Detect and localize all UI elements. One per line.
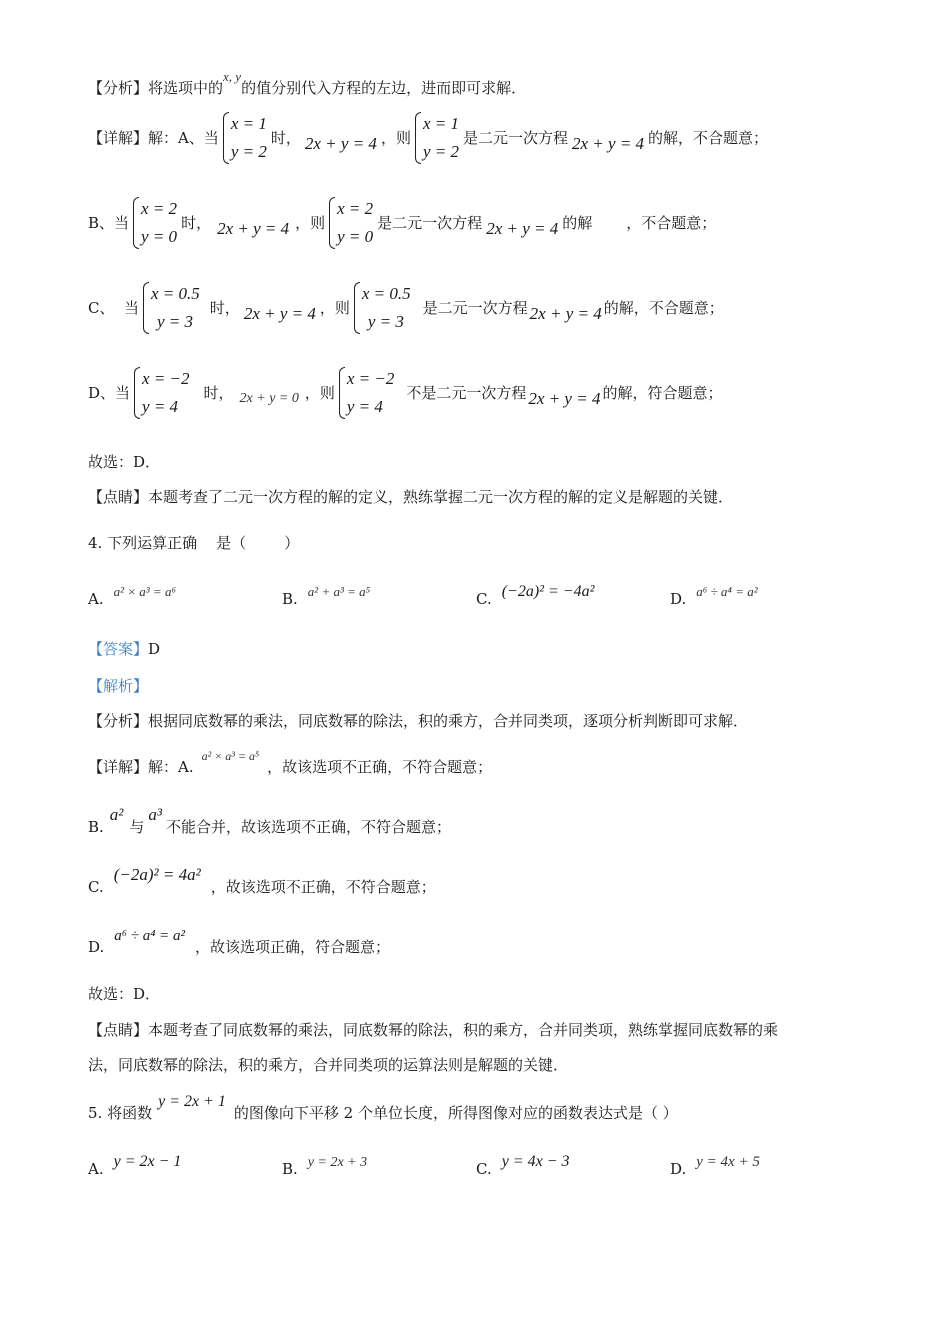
q3-detail-row-b	[88, 193, 716, 253]
q5-option-c-label: C.	[476, 1160, 492, 1178]
q3-d-equation: 2x + y = 0	[239, 391, 299, 406]
q4-choice: 故选：D．	[88, 985, 161, 1003]
q4-option-d[interactable]	[670, 582, 758, 608]
q5-question-expr: y = 2x + 1	[158, 1093, 226, 1110]
q4-detail-c-text: ，故该选项不正确，不符合题意；	[210, 878, 436, 896]
q3-b-equation-2: 2x + y = 4	[486, 219, 559, 238]
q3-d-text-1: 时，	[203, 384, 234, 402]
q3-detail-label: 【详解】解：A、当	[88, 129, 219, 147]
q4-detail-b-expr-2: a³	[148, 805, 163, 824]
q3-detail-row-a	[88, 108, 768, 168]
q3-comment: 【点睛】本题考查了二元一次方程的解的定义，熟练掌握二元一次方程的解的定义是解题的关键．	[88, 488, 734, 506]
q5-option-d-label: D.	[670, 1160, 687, 1178]
q3-c-system-1: x = 0.5 y = 3	[143, 280, 200, 336]
q3-b-equation: 2x + y = 4	[217, 219, 290, 238]
q3-d-label: D、当	[88, 384, 131, 402]
q3-a-text-3: 是二元一次方程	[462, 129, 568, 147]
q3-d-text-2: ，则	[304, 384, 335, 402]
q4-option-c-expr: (−2a)² = −4a²	[501, 583, 595, 600]
q4-analysis: 【分析】根据同底数幂的乘法，同底数幂的除法，积的乘方，合并同类项，逐项分析判断即可求解．	[88, 712, 749, 730]
q4-option-d-expr: a⁶ ÷ a⁴ = a²	[696, 584, 758, 599]
q4-question: 4. 下列运算正确 是（ ）	[88, 534, 300, 552]
q4-comment-2: 法，同底数幂的除法，积的乘方，合并同类项的运算法则是解题的关键．	[88, 1056, 569, 1074]
q3-b-text-4: 的解	[562, 214, 593, 232]
q5-option-d-expr: y = 4x + 5	[696, 1154, 760, 1170]
q4-detail-c	[88, 865, 436, 897]
q5-option-b-label: B.	[282, 1160, 298, 1178]
q5-option-a-label: A.	[88, 1160, 104, 1178]
q4-detail-b-text: 不能合并，故该选项不正确，不符合题意；	[166, 818, 452, 836]
q4-detail-d	[88, 928, 391, 958]
q3-c-text-4: 的解，不合题意；	[603, 299, 724, 317]
q4-detail-c-label: C.	[88, 878, 104, 896]
q4-detail-d-expr: a⁶ ÷ a⁴ = a²	[114, 928, 186, 944]
q3-a-system-1: x = 1 y = 2	[223, 110, 267, 166]
q5-question	[88, 1093, 678, 1124]
q3-c-text-2: ，则	[319, 299, 350, 317]
q4-answer-value: D	[148, 640, 161, 658]
q4-detail-b-expr-1: a²	[109, 805, 124, 824]
q3-b-label: B、当	[88, 214, 130, 232]
q3-c-label: C、 当	[88, 299, 140, 317]
q3-d-equation-2: 2x + y = 4	[528, 389, 601, 408]
q3-analysis-var: x, y	[223, 69, 242, 84]
q5-option-d[interactable]	[670, 1152, 760, 1178]
q3-d-text-3: 不是二元一次方程	[406, 384, 527, 402]
q3-analysis-text-2: 的值分别代入方程的左边，进而即可求解．	[241, 79, 527, 97]
q3-detail-row-c	[88, 278, 724, 338]
q4-comment-1: 【点睛】本题考查了同底数幂的乘法，同底数幂的除法，积的乘方，合并同类项，熟练掌握同底数幂的乘	[88, 1021, 779, 1039]
q3-c-system-2: x = 0.5 y = 3	[354, 280, 411, 336]
q3-b-text-3: 是二元一次方程	[377, 214, 483, 232]
q4-option-b-expr: a² + a³ = a⁵	[307, 584, 371, 599]
q3-a-text-2: ，则	[380, 129, 411, 147]
q4-detail-a-text: ，故该选项不正确，不符合题意；	[267, 758, 493, 776]
q5-option-c[interactable]	[476, 1152, 570, 1178]
q5-option-b[interactable]	[282, 1152, 368, 1178]
q3-analysis-text: 【分析】将选项中的	[88, 79, 224, 97]
q3-b-system-1: x = 2 y = 0	[133, 195, 177, 251]
q4-option-b-label: B.	[282, 590, 298, 608]
q5-question-text-2: 的图像向下平移 2 个单位长度，所得图像对应的函数表达式是（ ）	[233, 1104, 678, 1122]
q3-a-text-1: 时，	[270, 129, 301, 147]
q3-b-system-2: x = 2 y = 0	[329, 195, 373, 251]
q4-option-a-label: A.	[88, 590, 104, 608]
q3-a-equation-2: 2x + y = 4	[572, 134, 645, 153]
q3-a-text-4: 的解，不合题意；	[648, 129, 769, 147]
q3-d-text-4: 的解，符合题意；	[602, 384, 723, 402]
q4-option-c[interactable]	[476, 582, 595, 608]
q3-a-system-2: x = 1 y = 2	[415, 110, 459, 166]
q3-b-text-1: 时，	[181, 214, 212, 232]
q3-c-equation: 2x + y = 4	[243, 304, 316, 323]
q4-detail-b-label: B.	[88, 818, 104, 836]
q4-explain-label: 【解析】	[88, 677, 149, 695]
q3-c-text-3: 是二元一次方程	[422, 299, 528, 317]
q4-option-c-label: C.	[476, 590, 492, 608]
q3-b-text-5: ，不合题意；	[626, 214, 717, 232]
q3-d-system-2: x = −2 y = 4	[339, 365, 395, 421]
q3-a-equation: 2x + y = 4	[304, 134, 377, 153]
q5-question-text-1: 5. 将函数	[88, 1104, 153, 1122]
q4-option-a[interactable]	[88, 582, 176, 608]
q3-c-text-1: 时，	[209, 299, 240, 317]
q4-detail-b	[88, 805, 452, 837]
q4-option-a-expr: a² × a³ = a⁶	[113, 584, 176, 599]
q4-option-b[interactable]	[282, 582, 371, 608]
q4-detail-a-expr: a² × a³ = a⁵	[201, 749, 260, 763]
q4-option-d-label: D.	[670, 590, 687, 608]
q5-option-c-expr: y = 4x − 3	[501, 1153, 570, 1170]
q5-option-a-expr: y = 2x − 1	[113, 1153, 182, 1170]
q3-d-system-1: x = −2 y = 4	[134, 365, 190, 421]
q3-b-text-2: ，则	[295, 214, 326, 232]
q4-detail-d-text: ，故该选项正确，符合题意；	[195, 938, 391, 956]
q3-detail-row-d	[88, 363, 722, 423]
q4-detail-b-mid: 与	[129, 818, 145, 836]
q4-detail-d-label: D.	[88, 938, 105, 956]
q5-option-b-expr: y = 2x + 3	[307, 1155, 368, 1170]
q4-answer	[88, 639, 160, 659]
q3-analysis	[88, 69, 527, 99]
q5-option-a[interactable]	[88, 1152, 182, 1178]
q4-detail-label: 【详解】解：A.	[88, 758, 194, 776]
q4-detail-c-expr: (−2a)² = 4a²	[113, 865, 201, 884]
q4-answer-label: 【答案】	[88, 640, 149, 658]
q3-c-equation-2: 2x + y = 4	[529, 304, 602, 323]
q3-choice: 故选：D．	[88, 453, 161, 471]
